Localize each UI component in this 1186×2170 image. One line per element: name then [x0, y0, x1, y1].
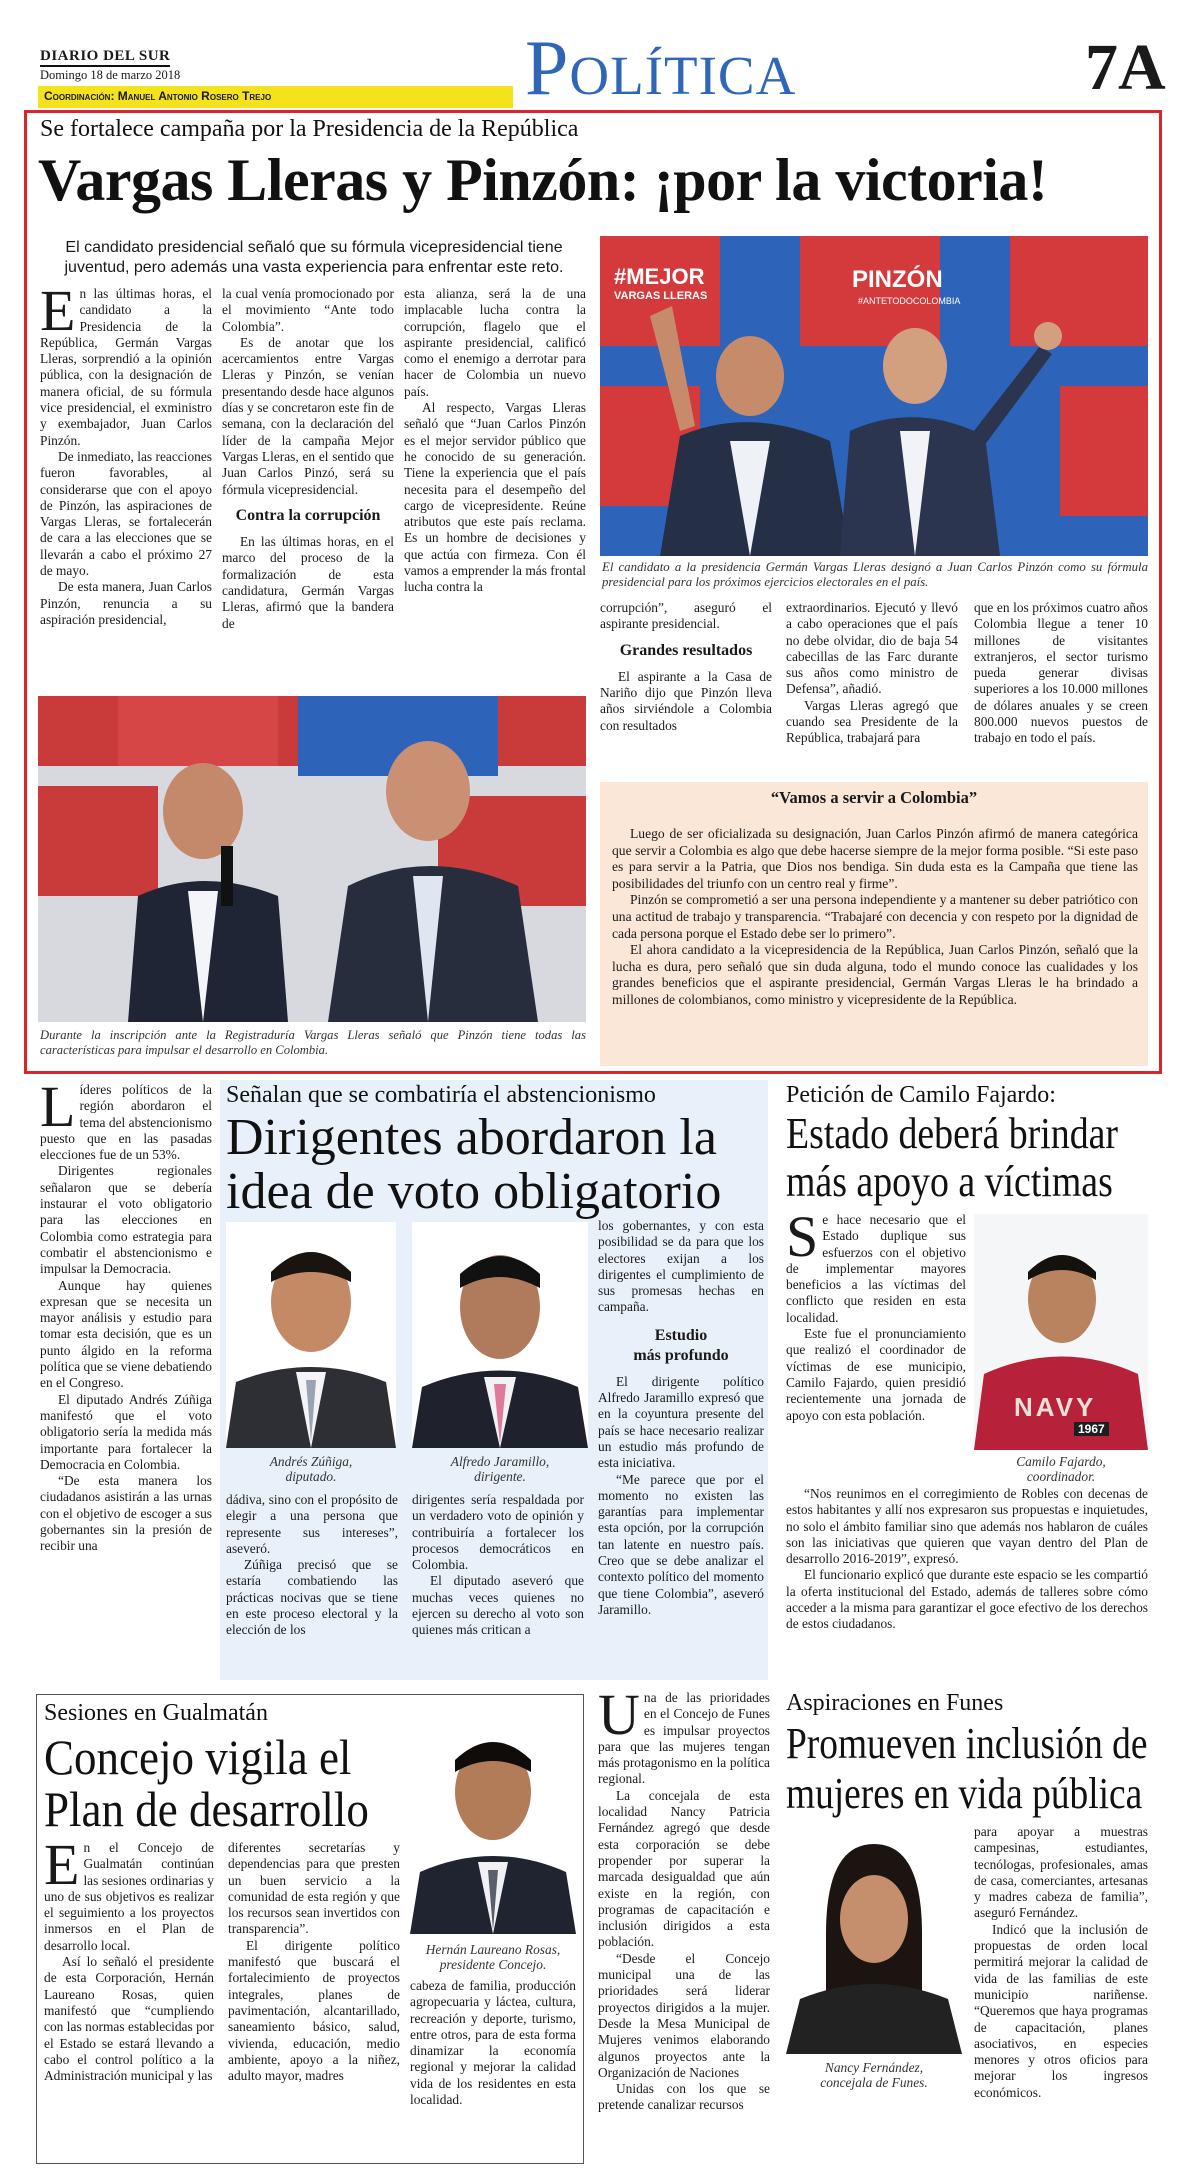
voto-subhead — [598, 1326, 764, 1366]
paper-name: DIARIO DEL SUR — [40, 48, 170, 67]
gualmatan-p1: n el Concejo de Gualmatán continúan las sesiones ordinarias y uno de sus objetivos es realizar el seguimiento a los proyectos inmersos en el Plan de desarrollo local. — [44, 1840, 214, 1953]
mujeres-p2: La concejala de esta localidad Nancy Patricia Fernández agregó que desde esta corporación se debe propender por superar la marcada desigualdad que aún existe en la región, con programas de capacitación e inclusión dirigidos a esta población. — [598, 1787, 770, 1950]
voto-subhead-1: Estudio — [654, 1326, 708, 1344]
mujeres-headline-1: Promueven inclusión de — [786, 1719, 1148, 1768]
photo-andres-zuniga — [226, 1222, 396, 1448]
fajardo-kicker: Petición de Camilo Fajardo: — [786, 1082, 1056, 1108]
fajardo-full-text — [786, 1486, 1148, 1682]
caption-fernandez — [786, 2060, 962, 2090]
coordination-text: Coordinación: Manuel Antonio Rosero Trejo — [44, 89, 272, 103]
main-col-6 — [974, 600, 1148, 780]
caption-jaramillo — [412, 1454, 588, 1484]
voto-col3-p2: El diputado aseveró que muchas veces quienes no ejercen su derecho al voto son quienes más critican a — [412, 1573, 584, 1638]
caption-jaramillo-role: dirigente. — [474, 1469, 526, 1484]
voto-col-2 — [226, 1492, 398, 1678]
mujeres-p3: “Desde el Concejo municipal una de las prioridades será liderar proyectos dirigidos a la mujer. Desde la Mesa Municipal de Mujeres venimos elaborando algunos proyectos ante la Organización de Naciones — [598, 1950, 770, 2080]
fajardo-p1: e hace necesario que el Estado duplique sus esfuerzos con el objetivo de implementar mayores beneficios a las víctimas del conflicto que residen en esta localidad. — [786, 1212, 966, 1325]
caption-fajardo — [974, 1454, 1148, 1484]
mujeres-headline-2: mujeres en vida pública — [786, 1769, 1143, 1818]
caption-jaramillo-name: Alfredo Jaramillo, — [450, 1454, 550, 1469]
main-col1-p1: n las últimas horas, el candidato a la Presidencia de la República, Germán Vargas Lleras, sorprendió a la opinión pública, con la designación de manera oficial, de su fórmula vice presidencial, el exministro y exembajador, Juan Carlos Pinzón. — [40, 286, 212, 448]
issue-date: Domingo 18 de marzo 2018 — [40, 68, 181, 82]
mujeres-dropcap: U — [598, 1690, 640, 1747]
voto-headline-1: Dirigentes abordaron la — [226, 1109, 717, 1166]
gualmatan-headline-1: Concejo vigila el — [44, 1729, 352, 1785]
masthead — [0, 0, 1186, 112]
main-col6-p1: que en los próximos cuatro años Colombia llegue a tener 10 millones de visitantes extranjeros, el sector turismo pueda generar divisas superiores a los 10.000 millones de dólares anuales y se creen 800.000 nuevos puestos de trabajo en todo el país. — [974, 600, 1148, 746]
gualmatan-p2: Así lo señaló el presidente de esta Corporación, Hernán Laureano Rosas, quien manifestó que “cumpliendo con las normas establecidas por el Estado se estará llevando a cabo el control político a la Administración municipal y las — [44, 1954, 214, 2084]
caption-fajardo-role: coordinador. — [1026, 1469, 1096, 1484]
voto-col1-p5: “De esta manera los ciudadanos asistirán a las urnas con el objetivo de escoger a sus gobernantes sin la presión de recibir una — [40, 1473, 212, 1554]
voto-col1-p4: El diputado Andrés Zúñiga manifestó que el voto obligatorio sería la medida más importante para fortalecer la Democracia en Colombia. — [40, 1391, 212, 1472]
shirt-number: 1967 — [1074, 1422, 1109, 1436]
voto-headline-2: idea de voto obligatorio — [226, 1163, 722, 1220]
fajardo-p2: Este fue el pronunciamiento que realizó el coordinador de víctimas de ese municipio, Camilo Fajardo, quien presidió recientemente una jornada de apoyo con esta población. — [786, 1326, 966, 1423]
mujeres-p5: para apoyar a muestras campesinas, estudiantes, tecnólogas, profesionales, amas de casa, comerciantes, artesanas y madres cabeza de familia”, aseguró Fernández. — [974, 1824, 1148, 1921]
sidebar-box — [600, 782, 1148, 1066]
main-col4-p2: El aspirante a la Casa de Nariño dijo que Pinzón lleva años sirviéndole a Colombia con resultados — [600, 668, 772, 733]
caption-rosas — [400, 1942, 586, 1972]
main-col-1 — [40, 286, 212, 686]
voto-col-4 — [598, 1218, 764, 1678]
main-col1-p3: De esta manera, Juan Carlos Pinzón, renuncia a su aspiración presidencial, — [40, 579, 212, 627]
gualmatan-p4: El dirigente político manifestó que buscará el fortalecimiento de proyectos integrales, planes de pavimentación, alcantarillado, saneamiento básico, salud, vivienda, educación, medio ambiente, apoyo a la niñez, adulto mayor, madres — [228, 1937, 400, 2084]
gualmatan-col-1 — [44, 1840, 214, 2158]
photo-alfredo-jaramillo — [412, 1222, 588, 1448]
sidebar-title: “Vamos a servir a Colombia” — [770, 788, 978, 807]
page-number: 7A — [1085, 31, 1166, 104]
voto-col3-p1: dirigentes sería respaldada por un verdadero voto de opinión y contribuiría a fortalecer los procesos democráticos en Colombia. — [412, 1492, 584, 1573]
voto-col1-p3: Aunque hay quienes expresan que se necesita un mayor análisis y estudio para tomar esta decisión, que es un punto álgido en la reforma política que se viene debatiendo en el Congreso. — [40, 1277, 212, 1391]
voto-col1-p2: Dirigentes regionales señalaron que se debería instaurar el voto obligatorio para las elecciones en Colombia como estrategia para combatir el abstencionismo e impulsar la Democracia. — [40, 1163, 212, 1277]
shirt-text: NAVY — [1014, 1392, 1097, 1422]
fajardo-dropcap: S — [786, 1212, 819, 1269]
caption-zuniga-role: diputado. — [285, 1469, 337, 1484]
gualmatan-col-3 — [410, 1978, 576, 2158]
main-lead: El candidato presidencial señaló que su fórmula vicepresidencial tiene juventud, pero además una vasta experiencia para enfrentar este reto. — [64, 239, 564, 276]
fajardo-p3: “Nos reunimos en el corregimiento de Robles con decenas de estos habitantes y allí nos expresaron sus propuestas e inquietudes, no solo el ámbito familiar sino que además nos hablaron de cuáles son las iniciativas que quieren que vayan dentro del Plan de desarrollo 2016-2019”, expresó. — [786, 1486, 1148, 1567]
gualmatan-dropcap: E — [44, 1840, 80, 1897]
photo2-caption: Durante la inscripción ante la Registraduría Vargas Lleras señaló que Pinzón tiene todas las características para impulsar el desarrollo en Colombia. — [40, 1028, 586, 1057]
voto-col-1 — [40, 1082, 212, 1682]
main-col5-p2: Vargas Lleras agregó que cuando sea Presidente de la República, trabajará para — [786, 697, 958, 746]
photo1-caption: El candidato a la presidencia Germán Vargas Lleras designó a Juan Carlos Pinzón como su fórmula presidencial para los próximos ejercicios electorales en el país. — [602, 560, 1148, 589]
banner-text-vargas: VARGAS LLERAS — [614, 290, 708, 302]
coordination-bar — [38, 86, 513, 108]
gualmatan-headline-2: Plan de desarrollo — [44, 1781, 369, 1837]
main-col-4 — [600, 600, 772, 780]
caption-fajardo-name: Camilo Fajardo, — [1016, 1454, 1106, 1469]
fajardo-col-1 — [786, 1212, 966, 1476]
main-col1-p2: De inmediato, las reacciones fueron favorables, al considerarse que con el apoyo de Pinzón, las aspiraciones de Vargas Lleras, se fortalecerán de cara a las elecciones que se llevarán a cabo el próximo 27 de mayo. — [40, 448, 212, 579]
main-col3-p1: esta alianza, será la de una implacable lucha contra la corrupción, flagelo que el aspirante presidencial, calificó como el enemigo a derrotar para hacer de Colombia un nuevo país. — [404, 286, 586, 399]
voto-col4-p2: El dirigente político Alfredo Jaramillo expresó que en la coyuntura presente del país se hace necesario realizar un estudio más profundo de esta iniciativa. — [598, 1373, 764, 1471]
main-headline: Vargas Lleras y Pinzón: ¡por la victoria! — [38, 147, 1048, 213]
main-subhead-resultados: Grandes resultados — [619, 641, 753, 659]
caption-rosas-role: presidente Concejo. — [439, 1957, 547, 1972]
gualmatan-kicker: Sesiones en Gualmatán — [44, 1700, 268, 1726]
mujeres-kicker: Aspiraciones en Funes — [786, 1690, 1004, 1716]
banner-text-antetodo: #ANTETODOCOLOMBIA — [858, 296, 961, 306]
gualmatan-col-2 — [228, 1840, 400, 2158]
section-title: Política — [525, 24, 797, 111]
caption-fernandez-name: Nancy Fernández, — [824, 2060, 924, 2075]
voto-col2-p2: Zúñiga precisó que se estaría combatiendo las prácticas nocivas que se tiene en este proceso electoral y la elección de los — [226, 1557, 398, 1638]
gualmatan-p5: cabeza de familia, producción agropecuaria y láctea, cultura, recreación y deporte, turismo, entre otros, para de esta forma dinamizar la economía regional y mejorar la calidad vida de los residentes en esta localidad. — [410, 1978, 576, 2108]
mujeres-col-0 — [598, 1690, 770, 2164]
main-col-3 — [404, 286, 586, 686]
mujeres-p1: na de las prioridades en el Concejo de Funes es impulsar proyectos para que las mujeres tengan más protagonismo en la política regional. — [598, 1690, 770, 1787]
mujeres-p4: Unidas con los que se pretende canalizar recursos — [598, 2081, 770, 2113]
main-subhead-corrupcion: Contra la corrupción — [235, 506, 381, 524]
voto-dropcap: L — [40, 1082, 76, 1139]
sidebar-p1: Luego de ser oficializada su designación, Juan Carlos Pinzón afirmó de manera categórica que servir a Colombia es algo que debe hacerse siempre de la mejor forma posible. “Si este paso es para servir a la Patria, que Dios nos bendiga. Sin duda esta es la Campaña que tiene las posibilidades del triunfo con un centro real y firme”. — [612, 826, 1138, 891]
fajardo-headline-1: Estado deberá brindar — [786, 1109, 1119, 1158]
main-col-2 — [222, 286, 394, 686]
fajardo-p4: El funcionario explicó que durante este espacio se les compartió la oferta institucional del Estado, además de talleres sobre cómo acceder a la misma para garantizar el goce efectivo de los derechos de estos ciudadanos. — [786, 1567, 1148, 1632]
main-col2-p2: Es de anotar que los acercamientos entre Vargas Lleras y Pinzón, se venían presentando desde hace algunos días y se concretaron este fin de semana, con la declaración del líder de la campaña Mejor Vargas Lleras, en el sentido que Juan Carlos Pinzó, será su fórmula vicepresidencial. — [222, 334, 394, 497]
voto-col4-p1: los gobernantes, y con esta posibilidad se da para que los electores exijan a los dirigentes el cumplimiento de sus promesas hechas en campaña. — [598, 1218, 764, 1315]
voto-col-3 — [412, 1492, 584, 1678]
mujeres-col-1 — [974, 1824, 1148, 2164]
banner-text-mejor: #MEJOR — [614, 264, 705, 289]
main-col5-p1: extraordinarios. Ejecutó y llevó a cabo operaciones que el país no debe olvidar, dio de baja 54 cabecillas de las Farc durante sus años como ministro de Defensa”, añadió. — [786, 600, 958, 697]
main-col-5 — [786, 600, 958, 780]
sidebar-p2: Pinzón se comprometió a ser una persona independiente y a mantener su deber patriótico con una actitud de trabajo y transparencia. “Trabajaré con decencia y con respeto por la dignidad de cada persona porque el Estado debe ser lo primero”. — [612, 892, 1138, 941]
caption-fernandez-role: concejala de Funes. — [820, 2075, 928, 2090]
main-col3-p2: Al respecto, Vargas Lleras señaló que “Juan Carlos Pinzón es el mejor servidor público que he conocido de su generación. Tiene la experiencia que el país necesita para el desempeño del cargo de vicepresidente. Reúne atributos que este país reclama. Es un hombre de decisiones y que actúa con firmeza. Con él vamos a emprender la más frontal lucha contra la — [404, 400, 586, 595]
photo-registraduria — [38, 696, 586, 1022]
photo-camilo-fajardo — [974, 1214, 1148, 1450]
caption-rosas-name: Hernán Laureano Rosas, — [425, 1942, 561, 1957]
main-kicker: Se fortalece campaña por la Presidencia de la República — [40, 116, 579, 142]
caption-zuniga-name: Andrés Zúñiga, — [269, 1454, 353, 1469]
voto-col2-p1: dádiva, sino con el propósito de elegir a una persona que represente sus intereses”, aseveró. — [226, 1492, 398, 1556]
main-col2-p1: la cual venía promocionado por el movimiento “Ante todo Colombia”. — [222, 286, 394, 334]
sidebar-p3: El ahora candidato a la vicepresidencia de la República, Juan Carlos Pinzón, señaló que la lucha es dura, pero señaló que sin duda alguna, todo el mundo conoce las cualidades y los grandes beneficios que el aspirante presidencial, Germán Vargas Lleras le ha brindado a millones de colombianos, como ministro y vicepresidente de la República. — [612, 942, 1138, 1007]
caption-zuniga — [226, 1454, 396, 1484]
voto-col4-p3: “Me parece que por el momento no existen las garantías para implementar esta opción, por la corrupción tan latente en nuestro país. Creo que se debe analizar el contexto político del momento que tiene Colombia”, aseveró Jaramillo. — [598, 1471, 764, 1617]
photo-candidates-waving — [600, 236, 1148, 556]
voto-col1-p1: íderes políticos de la región abordaron el tema del abstencionismo puesto que en las pasadas elecciones fue de un 53%. — [40, 1082, 212, 1163]
voto-kicker: Señalan que se combatiría el abstencionismo — [226, 1082, 656, 1108]
photo-hernan-rosas — [410, 1712, 576, 1934]
banner-text-pinzon: PINZÓN — [852, 266, 943, 293]
fajardo-headline-2: más apoyo a víctimas — [786, 1157, 1113, 1206]
main-col2-p3: En las últimas horas, en el marco del proceso de la formalización de esta candidatura, Germán Vargas Lleras, afirmó que la bandera de — [222, 534, 394, 631]
photo-nancy-fernandez — [786, 1824, 962, 2054]
voto-subhead-2: más profundo — [633, 1346, 729, 1364]
gualmatan-p3: diferentes secretarías y dependencias para que presten un buen servicio a la comunidad de esta región y que los recursos sean invertidos con transparencia”. — [228, 1840, 400, 1937]
main-col4-p1: corrupción”, aseguró el aspirante presidencial. — [600, 600, 772, 632]
mujeres-p6: Indicó que la inclusión de propuestas de orden local permitirá mejorar la calidad de vida de las familias de este municipio nariñense. “Queremos que haya programas de capacitación, planes asociativos, en especies menores y otros oficios para mejorar los ingresos económicos. — [974, 1921, 1148, 2100]
main-dropcap: E — [40, 286, 76, 343]
sidebar-body — [612, 826, 1138, 1062]
